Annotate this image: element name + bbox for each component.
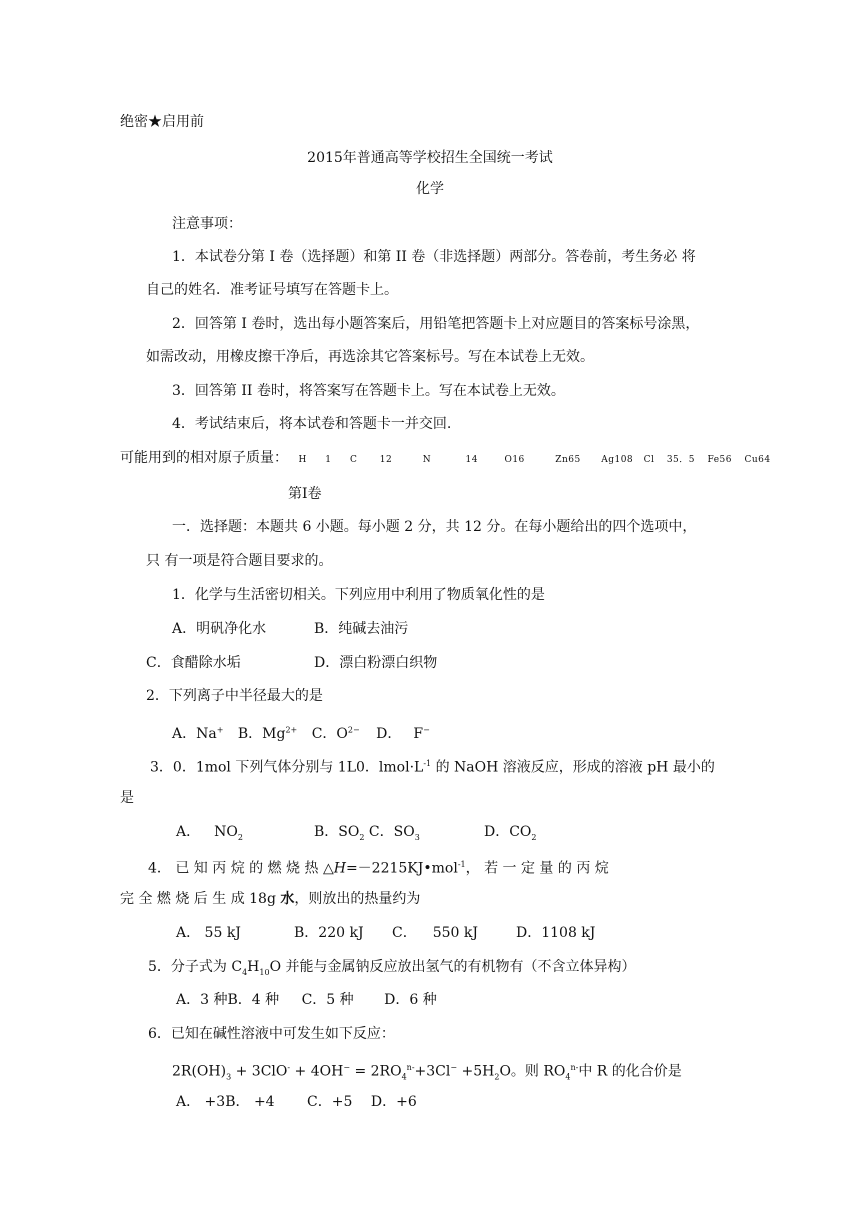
note-2-line-1: 2．回答第 I 卷时，选出每小题答案后，用铅笔把答题卡上对应题目的答案标号涂黑， xyxy=(172,316,700,332)
mass-item: 35．5 xyxy=(666,455,696,465)
note-1-line-2: 自己的姓名．准考证号填写在答题卡上。 xyxy=(146,282,398,298)
section-intro-line-1: 一．选择题：本题共 6 小题。每小题 2 分，共 12 分。在每小题给出的四个选项中， xyxy=(172,519,697,535)
mass-item: 14 xyxy=(465,455,478,465)
q4-stem-line-1: 4． 已 知 丙 烷 的 燃 烧 热 △H=－2215KJ•mol$^{-1}$， 若 一 定 量 的 丙 烷 xyxy=(148,860,609,877)
q1-option-b: B．纯碱去油污 xyxy=(314,621,409,637)
q6-option-c: C．+5 xyxy=(307,1094,353,1110)
mass-item: O16 xyxy=(504,455,525,465)
q3-stem-line-2: 是 xyxy=(120,790,134,806)
q4-stem-line-2: 完 全 燃 烧 后 生 成 18g 水，则放出的热量约为 xyxy=(120,891,421,907)
note-1-line-1: 1．本试卷分第 I 卷（选择题）和第 II 卷（非选择题）两部分。答卷前，考生务必 将 xyxy=(172,249,696,265)
q6-option-d: D．+6 xyxy=(370,1094,417,1110)
mass-item: Fe56 xyxy=(707,455,732,465)
q5-option-d: D．6 种 xyxy=(384,992,437,1008)
q1-option-a: A．明矾净化水 xyxy=(172,621,267,637)
q3-option-bc xyxy=(314,822,420,848)
mass-item: 12 xyxy=(379,455,393,465)
q6-option-b: B． +4 xyxy=(225,1094,275,1110)
q5-option-a: A．3 种 xyxy=(176,992,228,1008)
q5-option-c: C．5 种 xyxy=(301,992,354,1008)
q2-option-d: D． F− xyxy=(376,725,430,742)
q2-stem: 2．下列离子中半径最大的是 xyxy=(146,688,323,704)
q4-option-a: A． 55 kJ xyxy=(176,925,241,941)
note-2-line-2: 如需改动，用橡皮擦干净后，再选涂其它答案标号。写在本试卷上无效。 xyxy=(146,349,594,365)
q3-option-d: D．$CO_2$ xyxy=(484,824,537,842)
q3-option-c: C．$SO_3$ xyxy=(364,824,420,842)
atomic-masses-row xyxy=(120,448,771,470)
q3-option-a: A． $NO_2$ xyxy=(176,824,243,842)
q3-option-b: B．$SO_2$ xyxy=(314,824,365,842)
q5-option-b: B．4 种 xyxy=(227,992,280,1008)
mass-item: Ag108 xyxy=(601,455,634,465)
q5-stem: 5．分子式为 $C_4H_{10}O$ 并能与金属钠反应放出氢气的有机物有（不含立体异构） xyxy=(148,959,636,977)
q2-option-c: C．$O^{2-}$ xyxy=(311,725,360,742)
q6-options xyxy=(176,1092,417,1112)
q3-stem-line-1: 3．0．1mol 下列气体分别与 1L0．$lmol\cdot L^{-1}$ 的 NaOH 溶液反应，形成的溶液 pH 最小的 xyxy=(150,759,715,776)
exam-title: 2015年普通高等学校招生全国统一考试 xyxy=(307,150,553,166)
note-4: 4．考试结束后，将本试卷和答题卡一并交回. xyxy=(172,416,452,432)
subject-title: 化学 xyxy=(416,181,444,197)
section-title: 第Ⅰ卷 xyxy=(288,486,322,502)
q5-options xyxy=(176,990,437,1010)
mass-item: Cl xyxy=(643,455,655,465)
secret-mark: 绝密★启用前 xyxy=(120,114,204,130)
q2-options xyxy=(172,720,430,744)
q1-option-c: C．食醋除水垢 xyxy=(146,655,241,671)
q6-equation: $2R(OH)_3 + 3ClO^- + 4OH^- = 2RO_4^{n-}+3Cl^- +5H_2O$。则 $RO_4^{n-}$中 R 的化合价是 xyxy=(172,1063,682,1082)
note-3: 3．回答第 II 卷时，将答案写在答题卡上。写在本试卷上无效。 xyxy=(172,383,565,399)
notes-heading: 注意事项： xyxy=(172,216,242,232)
q6-stem: 6．已知在碱性溶液中可发生如下反应： xyxy=(148,1026,395,1042)
q1-stem: 1．化学与生活密切相关。下列应用中利用了物质氧化性的是 xyxy=(172,587,545,603)
atomic-masses-label: 可能用到的相对原子质量： xyxy=(120,450,288,466)
q2-option-a: A．Na+ xyxy=(172,725,224,742)
mass-item: H xyxy=(298,455,307,465)
q4-option-b: B．220 kJ xyxy=(294,925,364,941)
mass-item: N xyxy=(422,455,432,465)
mass-item: C xyxy=(349,455,358,465)
q2-option-b: B．$Mg^{2+}$ xyxy=(237,725,298,742)
section-intro-line-2: 只 有一项是符合题目要求的。 xyxy=(146,553,333,569)
mass-item: 1 xyxy=(325,455,332,465)
mass-item: Zn65 xyxy=(555,455,581,465)
mass-item: Cu64 xyxy=(744,455,771,465)
q6-option-a: A． +3 xyxy=(176,1094,226,1110)
q4-option-c: C． 550 kJ xyxy=(392,925,478,941)
q4-option-d: D．1108 kJ xyxy=(516,925,596,941)
q1-option-d: D．漂白粉漂白织物 xyxy=(314,655,438,671)
